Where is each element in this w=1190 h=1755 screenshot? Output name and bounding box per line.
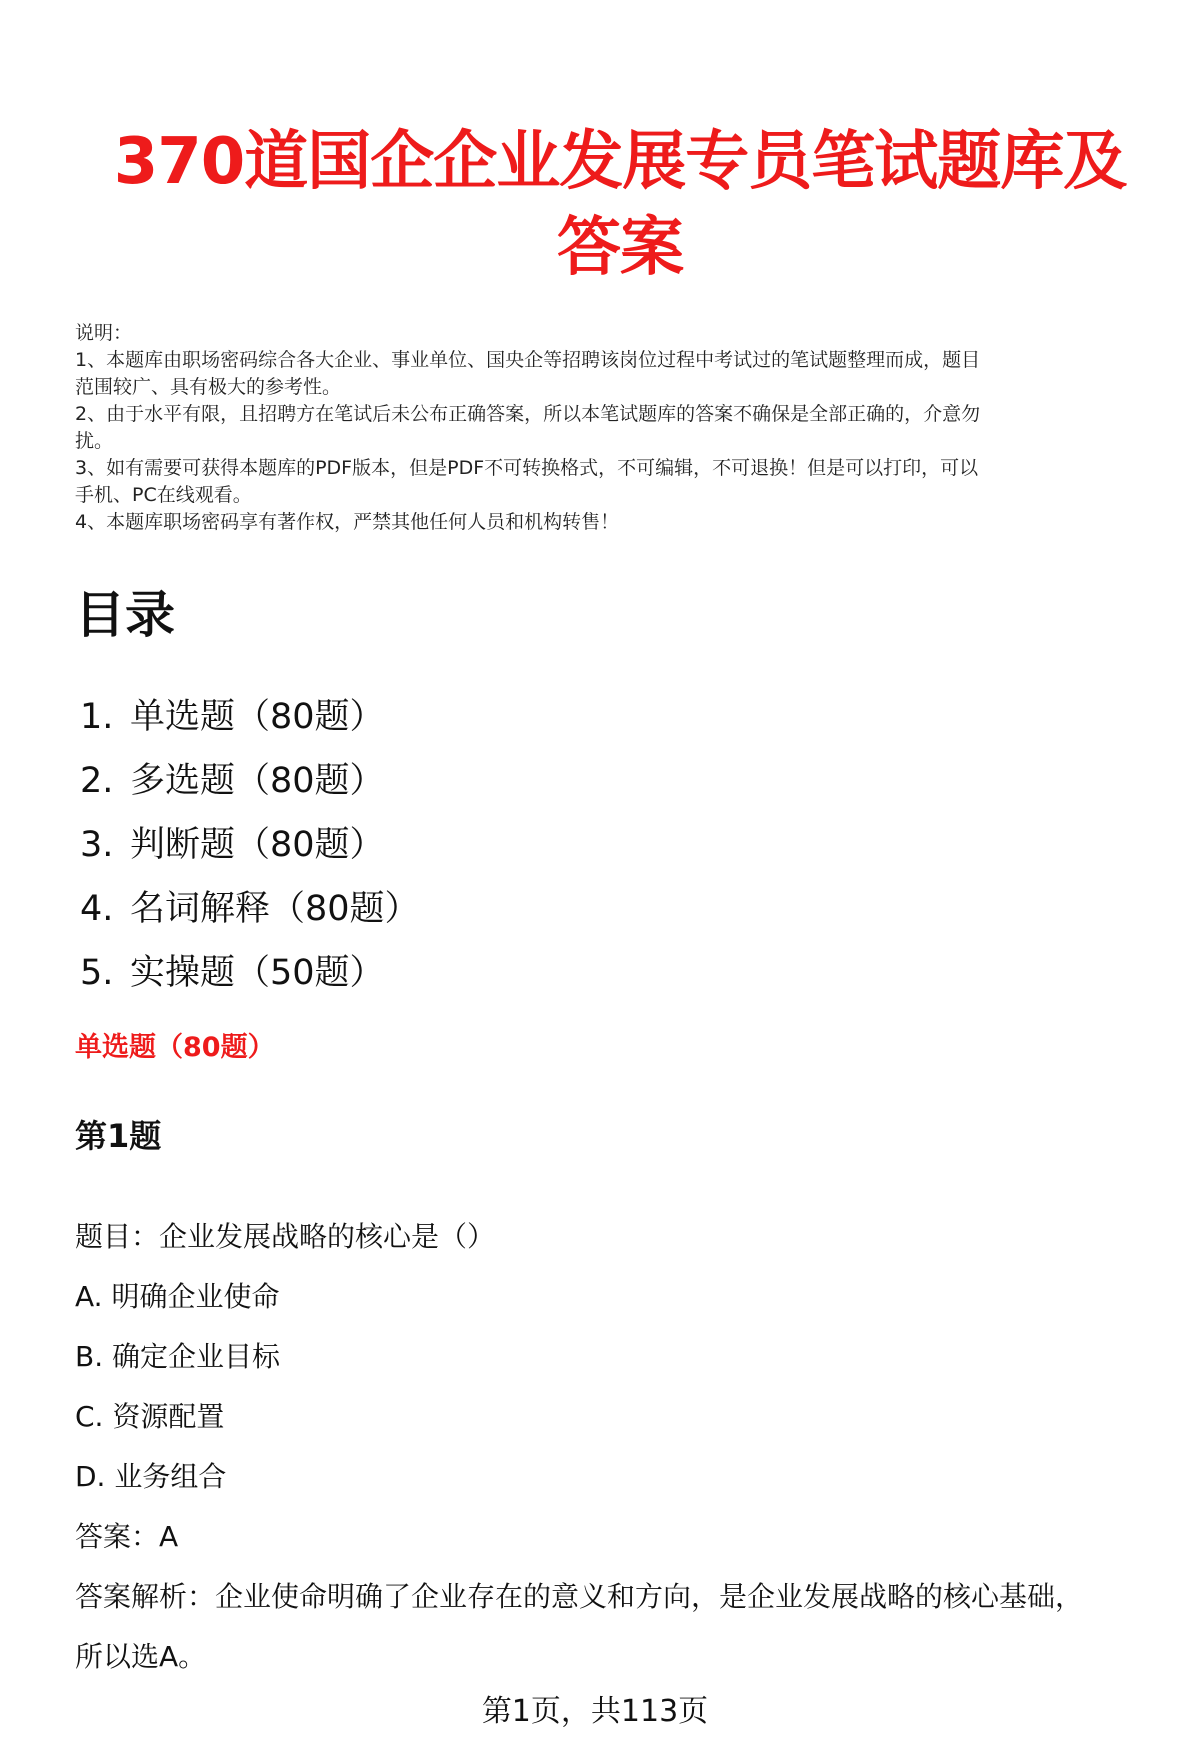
page-footer: 第1页，共113页	[481, 1694, 709, 1729]
notes-heading: 说明：	[75, 322, 133, 344]
toc-item[interactable]	[80, 877, 420, 941]
toc-item-label: 单选题（80题）	[130, 697, 385, 737]
notes-line: 1、本题库由职场密码综合各大企业、事业单位、国央企等招聘该岗位过程中考试过的笔试题整理而成，题目	[75, 349, 981, 371]
toc-item-label: 名词解释（80题）	[130, 889, 420, 929]
notes-line: 2、由于水平有限，且招聘方在笔试后未公布正确答案，所以本笔试题库的答案不确保是全部正确的，介意勿	[75, 403, 981, 425]
question-option-c: C. 资源配置	[75, 1400, 225, 1433]
question-stem: 题目：企业发展战略的核心是（）	[75, 1220, 496, 1253]
toc-item[interactable]	[80, 941, 420, 1005]
question-explanation-line2: 所以选A。	[75, 1640, 207, 1673]
question-body	[75, 1207, 1155, 1687]
question-answer: 答案：A	[75, 1520, 179, 1553]
notes-block	[75, 320, 1155, 536]
toc-item-label: 判断题（80题）	[130, 825, 385, 865]
document-title-line1: 370道国企企业发展专员笔试题库及	[113, 125, 1127, 199]
question-option-d: D. 业务组合	[75, 1460, 227, 1493]
notes-line: 4、本题库职场密码享有著作权，严禁其他任何人员和机构转售！	[75, 511, 620, 533]
toc-heading: 目录	[75, 586, 175, 644]
document-title-line2: 答案	[557, 211, 683, 285]
notes-line: 手机、PC在线观看。	[75, 484, 252, 506]
toc-item-number: 2.	[80, 761, 114, 801]
toc-item-label: 实操题（50题）	[130, 953, 385, 993]
question-option-a: A. 明确企业使命	[75, 1280, 280, 1313]
toc-item-number: 5.	[80, 953, 114, 993]
toc-item[interactable]	[80, 813, 420, 877]
section-heading: 单选题（80题）	[75, 1032, 275, 1063]
toc-item-number: 1.	[80, 697, 114, 737]
notes-line: 扰。	[75, 430, 114, 452]
toc-item-label: 多选题（80题）	[130, 761, 385, 801]
toc-item-number: 4.	[80, 889, 114, 929]
notes-line: 3、如有需要可获得本题库的PDF版本，但是PDF不可转换格式，不可编辑，不可退换！但是可以打印，可以	[75, 457, 979, 479]
toc-item-number: 3.	[80, 825, 114, 865]
toc-item[interactable]	[80, 685, 420, 749]
question-explanation-line1: 答案解析：企业使命明确了企业存在的意义和方向，是企业发展战略的核心基础，	[75, 1580, 1084, 1613]
toc-item[interactable]	[80, 749, 420, 813]
question-option-b: B. 确定企业目标	[75, 1340, 281, 1373]
question-heading: 第1题	[75, 1117, 162, 1155]
table-of-contents	[80, 685, 420, 1005]
notes-line: 范围较广、具有极大的参考性。	[75, 376, 342, 398]
